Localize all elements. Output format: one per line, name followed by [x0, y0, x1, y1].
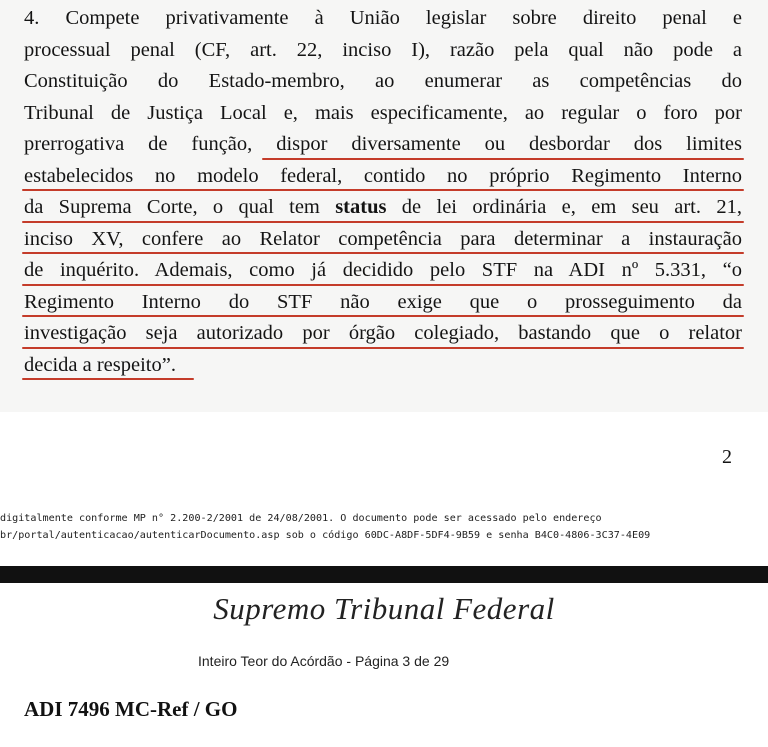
- red-underline: [22, 347, 744, 349]
- red-underline: [22, 284, 744, 286]
- case-id: ADI 7496 MC-Ref / GO: [24, 697, 238, 721]
- paragraph-line: Tribunal de Justiça Local e, mais especificamente, ao regular o foro por: [24, 102, 742, 124]
- paragraph-line: 4. Compete privativamente à União legislar sobre direito penal e: [24, 7, 742, 29]
- page-number: 2: [722, 446, 732, 468]
- paragraph-line: prerrogativa de função, dispor diversamente ou desbordar dos limites: [24, 133, 742, 155]
- paragraph-line: decida a respeito”.: [24, 354, 176, 376]
- page-divider: [0, 566, 768, 583]
- paragraph-line: investigação seja autorizado por órgão colegiado, bastando que o relator: [24, 322, 742, 344]
- page-info: Inteiro Teor do Acórdão - Página 3 de 29: [198, 653, 450, 669]
- red-underline: [22, 189, 744, 191]
- red-underline: [22, 221, 744, 223]
- certification-line: digitalmente conforme MP n° 2.200-2/2001 de 24/08/2001. O documento pode ser acessado pelo endereço: [0, 513, 602, 524]
- certification-line: br/portal/autenticacao/autenticarDocumento.asp sob o código 60DC-A8DF-5DF4-9B59 e senha B4C0-4806-3C37-4E09: [0, 530, 651, 541]
- red-underline: [22, 252, 744, 254]
- red-underline: [22, 378, 194, 380]
- paragraph-line: inciso XV, confere ao Relator competência para determinar a instauração: [24, 228, 742, 250]
- bold-term: status: [335, 196, 387, 218]
- red-underline: [262, 158, 744, 160]
- paragraph-line: estabelecidos no modelo federal, contido no próprio Regimento Interno: [24, 165, 742, 187]
- paragraph-line: Constituição do Estado-membro, ao enumerar as competências do: [24, 70, 742, 92]
- paragraph-line: Regimento Interno do STF não exige que o prosseguimento da: [24, 291, 742, 313]
- paragraph-line: de inquérito. Ademais, como já decidido pelo STF na ADI nº 5.331, “o: [24, 259, 742, 281]
- paragraph-line: processual penal (CF, art. 22, inciso I), razão pela qual não pode a: [24, 39, 742, 61]
- court-name: Supremo Tribunal Federal: [213, 591, 555, 626]
- paragraph-line: da Suprema Corte, o qual tem status de lei ordinária e, em seu art. 21,: [24, 196, 742, 218]
- red-underline: [22, 315, 744, 317]
